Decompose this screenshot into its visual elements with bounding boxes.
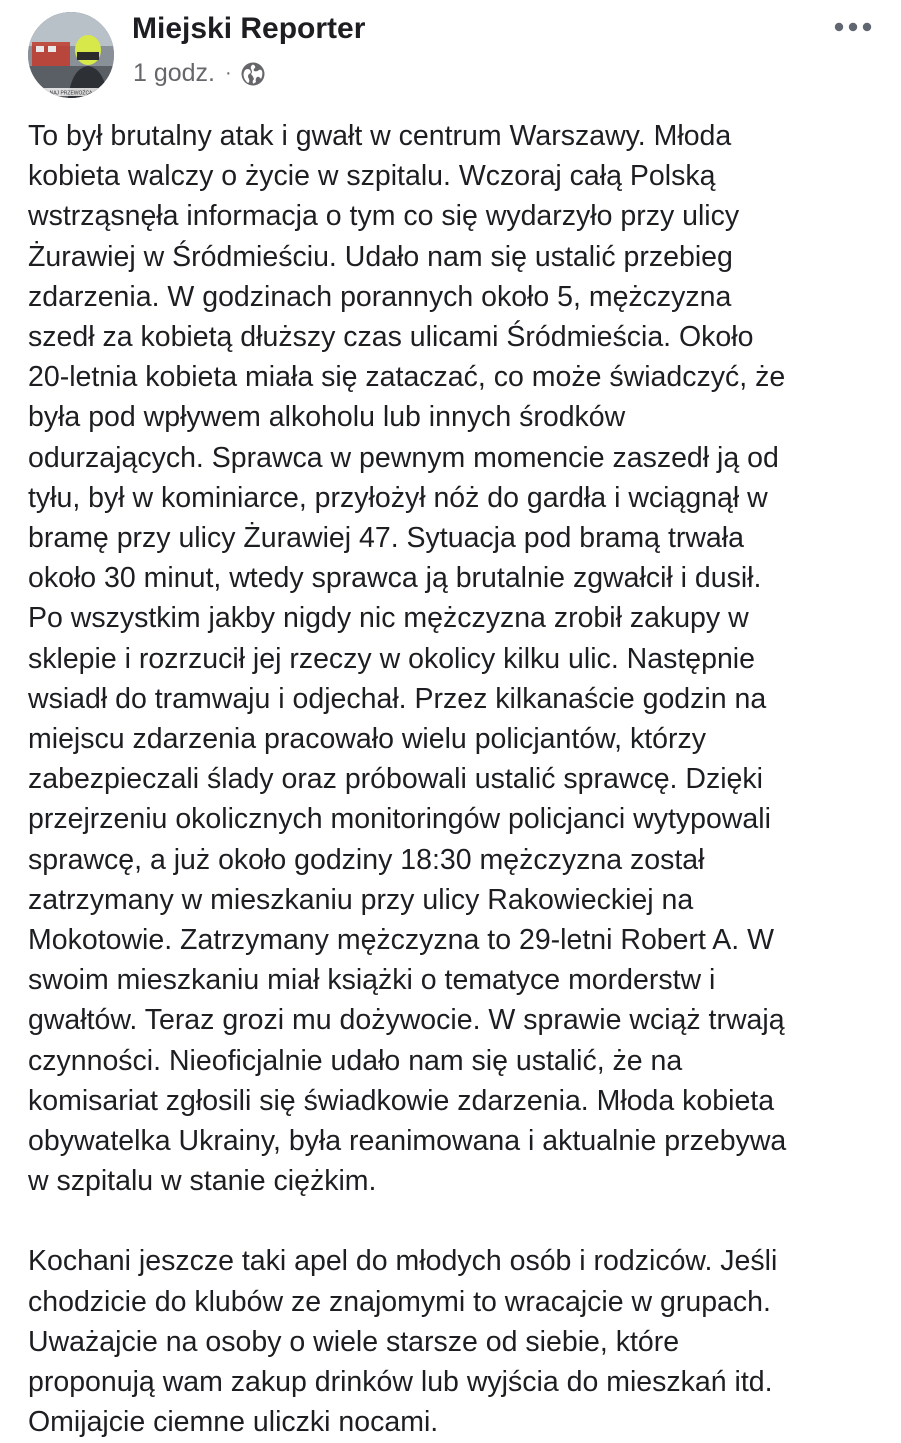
more-options-icon (833, 21, 873, 33)
post-header (28, 12, 878, 102)
meta-separator: · (225, 62, 232, 84)
avatar-caption: NAJ PRZEWOŹCA (49, 90, 93, 97)
globe-icon[interactable] (240, 61, 266, 87)
author-name[interactable]: Miejski Reporter (132, 12, 366, 45)
avatar-image (28, 12, 114, 98)
post-meta (133, 59, 266, 88)
avatar[interactable] (28, 12, 114, 98)
more-options-button[interactable] (828, 12, 878, 42)
post-paragraph: To był brutalny atak i gwałt w centrum Warszawy. Młoda kobieta walczy o życie w szpitalu. Wczoraj całą Polską wstrząsnęła informacja o tym co się wydarzyło przy ulicy Żurawiej w Śródmieściu. Udało nam się ustalić przebieg zdarzenia. W godzinach porannych około 5, mężczyzna szedł za kobietą dłuższy czas ulicami Śródmieścia. Około 20-letnia kobieta miała się zataczać, co może świadczyć, że była pod wpływem alkoholu lub innych środków odurzających. Sprawca w pewnym momencie zaszedł ją od tyłu, był w kominiarce, przyłożył nóż do gardła i wciągnął w bramę przy ulicy Żurawiej 47. Sytuacja pod bramą trwała około 30 minut, wtedy sprawca ją brutalnie zgwałcił i dusił. Po wszystkim jakby nigdy nic mężczyzna zrobił zakupy w sklepie i rozrzucił jej rzeczy w okolicy kilku ulic. Następnie wsiadł do tramwaju i odjechał. Przez kilkanaście godzin na miejscu zdarzenia pracowało wielu policjantów, którzy zabezpieczali ślady oraz próbowali ustalić sprawcę. Dzięki przejrzeniu okolicznych monitoringów policjanci wytypowali sprawcę, a już około godziny 18:30 mężczyzna został zatrzymany w mieszkaniu przy ulicy Rakowieckiej na Mokotowie. Zatrzymany mężczyzna to 29-letni Robert A. W swoim mieszkaniu miał książki o tematyce morderstw i gwałtów. Teraz grozi mu dożywocie. W sprawie wciąż trwają czynności. Nieoficjalnie udało nam się ustalić, że na komisariat zgłosili się świadkowie zdarzenia. Młoda kobieta obywatelka Ukrainy, była reanimowana i aktualnie przebywa w szpitalu w stanie ciężkim. (28, 120, 787, 1198)
post-paragraph: Kochani jeszcze taki apel do młodych osób i rodziców. Jeśli chodzicie do klubów ze znajomymi to wracajcie w grupach. Uważajcie na osoby o wiele starsze od siebie, które proponują wam zakup drinków lub wyjścia do mieszkań itd. Omijajcie ciemne uliczki nocami. (28, 1245, 778, 1439)
post-timestamp[interactable]: 1 godz. (133, 59, 216, 87)
post-body (28, 116, 878, 1443)
